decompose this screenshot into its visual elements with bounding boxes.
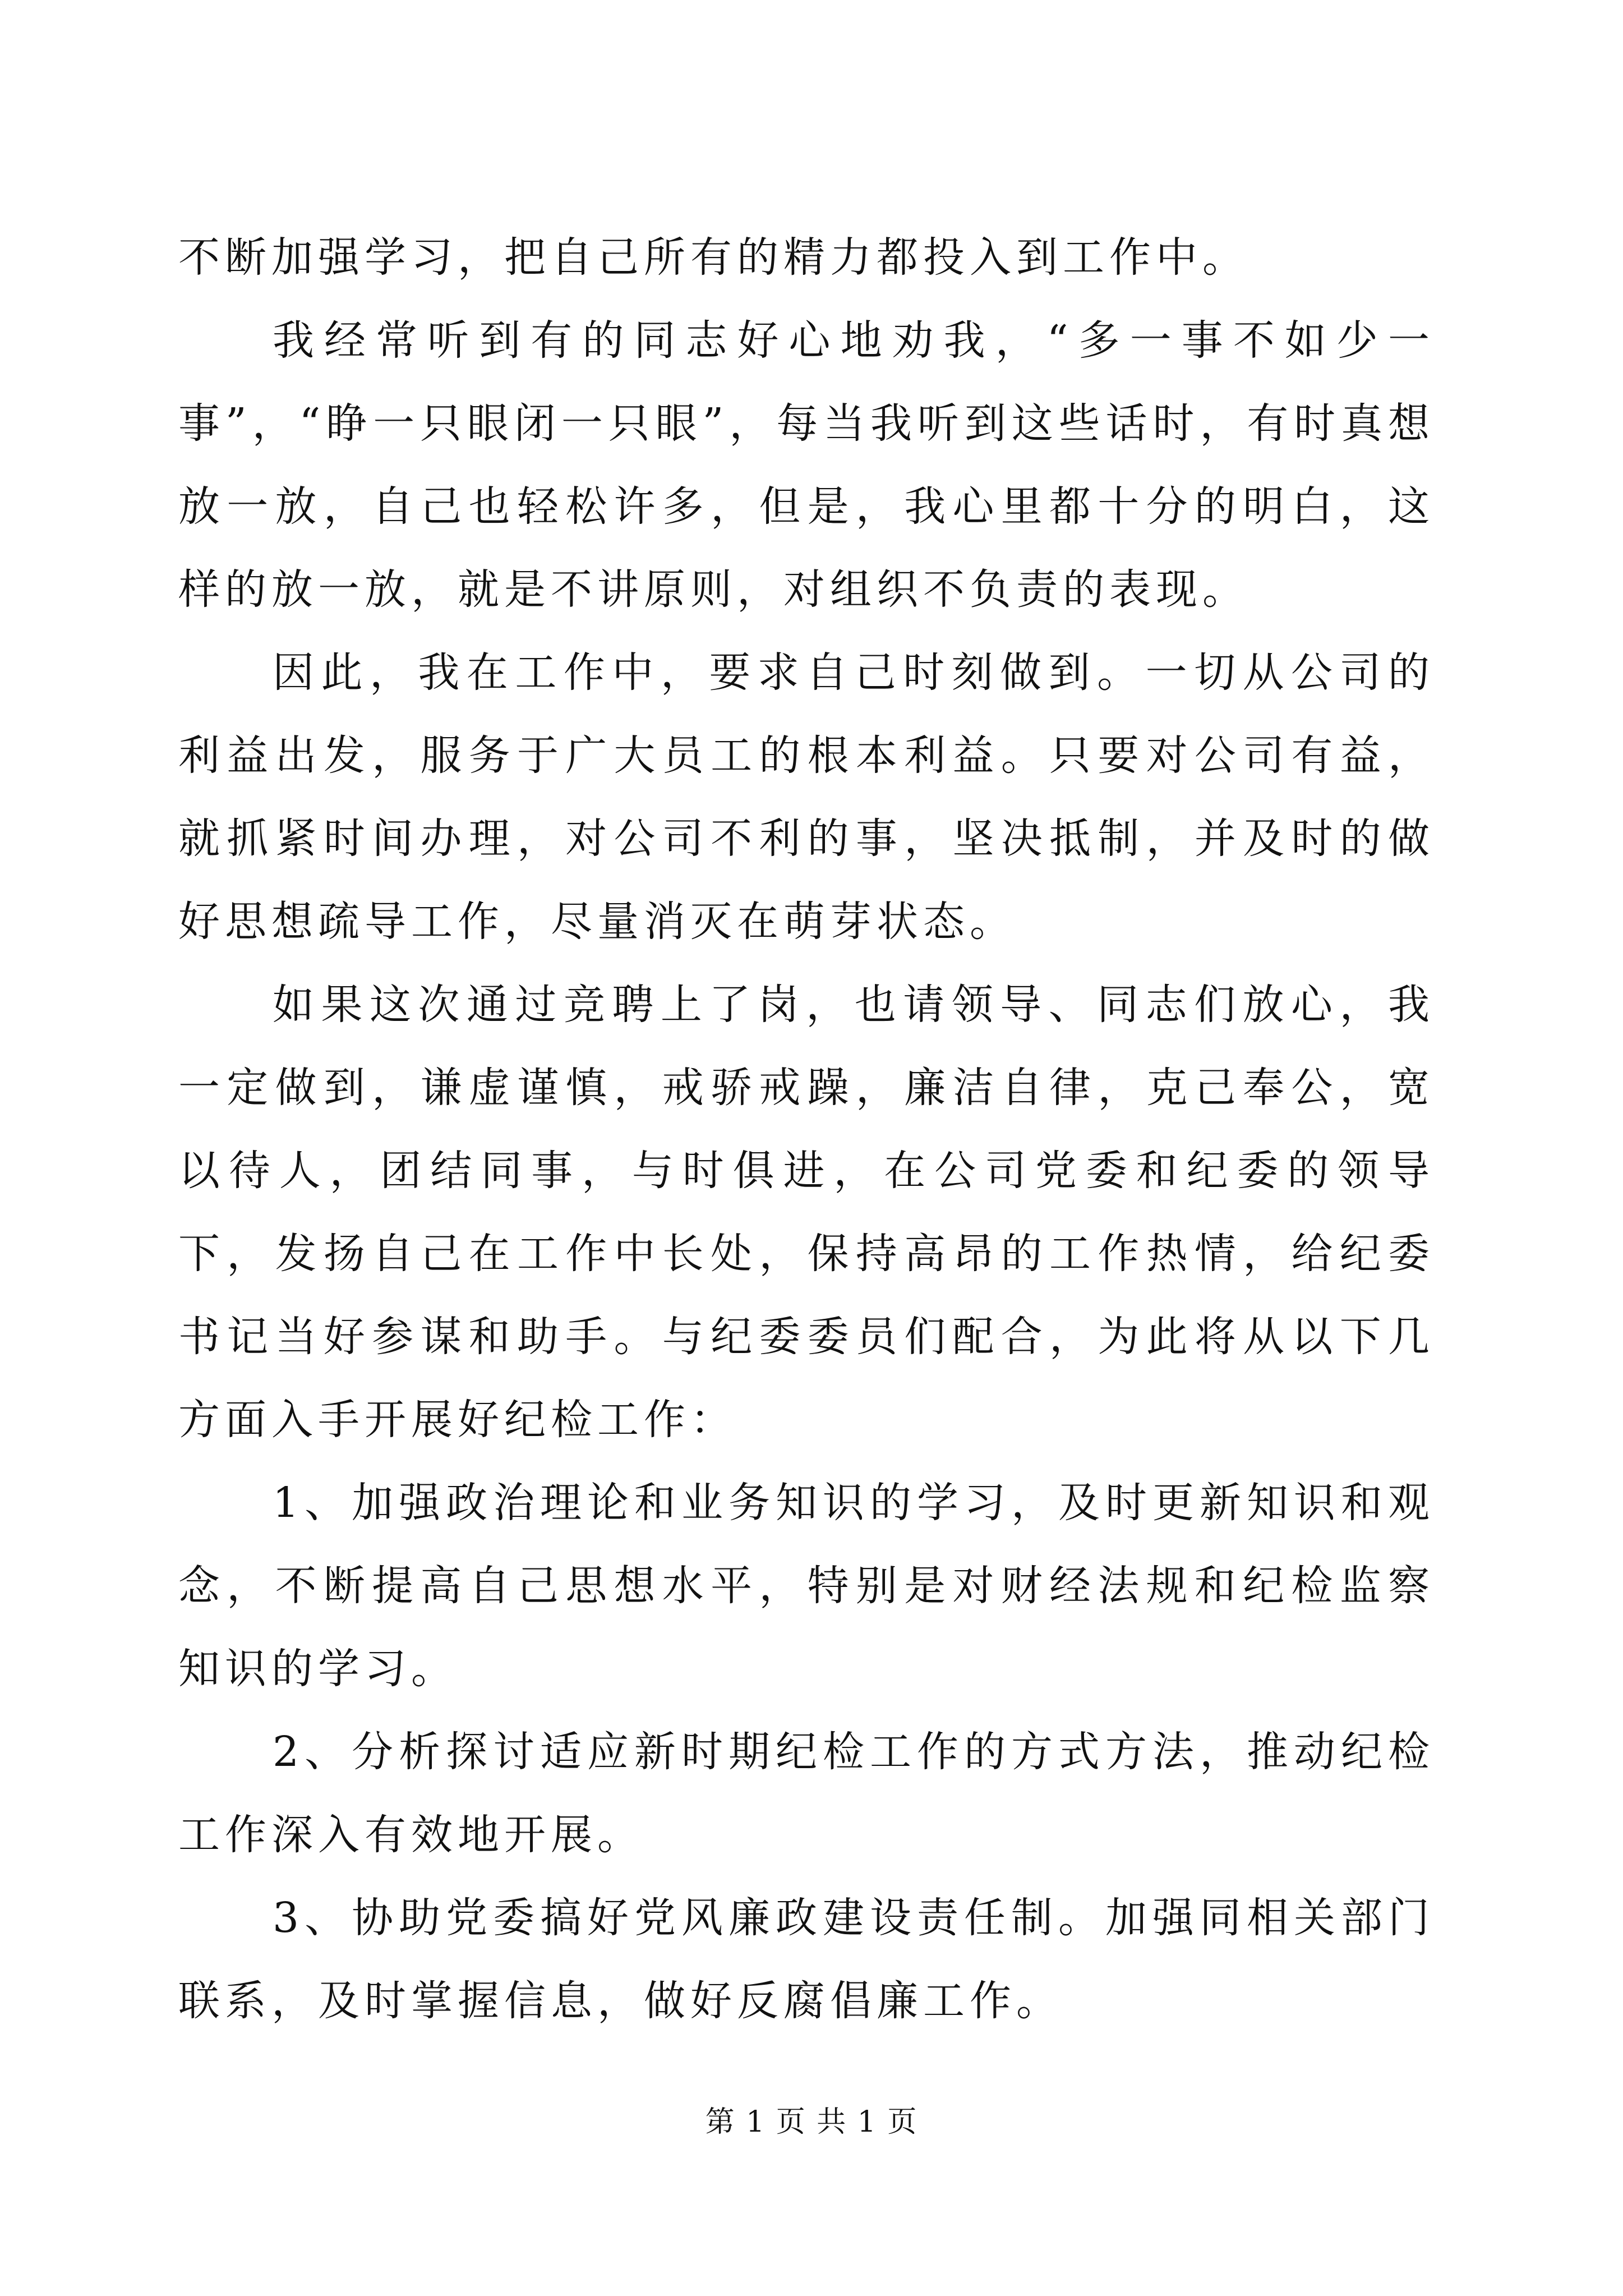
page-number-label: 第 1 页 共 1 页 — [705, 2105, 918, 2139]
paragraph-1: 不断加强学习，把自己所有的精力都投入到工作中。 — [178, 233, 1249, 282]
paragraph-4: 如果这次通过竞聘上了岗，也请领导、同志们放心，我一定做到，谦虚谨慎，戒骄戒躁，廉洁自律，克己奉公，宽以待人，团结同事，与时俱进，在公司党委和纪委的领导下，发扬自己在工作中长处，保持高昂的工作热情，给纪委书记当好参谋和助手。与纪委委员们配合，为此将从以下几方面入手开展好纪检工作： — [178, 981, 1435, 1444]
paragraph-3: 因此，我在工作中，要求自己时刻做到。一切从公司的利益出发，服务于广大员工的根本利益。只要对公司有益，就抓紧时间办理，对公司不利的事，坚决抵制，并及时的做好思想疏导工作，尽量消灭在萌芽状态。 — [178, 648, 1435, 946]
paragraph-6: 2、分析探讨适应新时期纪检工作的方式方法，推动纪检工作深入有效地开展。 — [178, 1728, 1435, 1859]
paragraph-5: 1、加强政治理论和业务知识的学习，及时更新知识和观念，不断提高自己思想水平，特别是对财经法规和纪检监察知识的学习。 — [178, 1479, 1435, 1693]
paragraph-2: 我经常听到有的同志好心地劝我，“多一事不如少一事”，“睁一只眼闭一只眼”，每当我听到这些话时，有时真想放一放，自己也轻松许多，但是，我心里都十分的明白，这样的放一放，就是不讲原则，对组织不负责的表现。 — [178, 316, 1435, 614]
page-footer — [0, 2102, 1623, 2142]
paragraph-7: 3、协助党委搞好党风廉政建设责任制。加强同相关部门联系，及时掌握信息，做好反腐倡廉工作。 — [178, 1894, 1435, 2025]
document-body — [178, 216, 1435, 2042]
